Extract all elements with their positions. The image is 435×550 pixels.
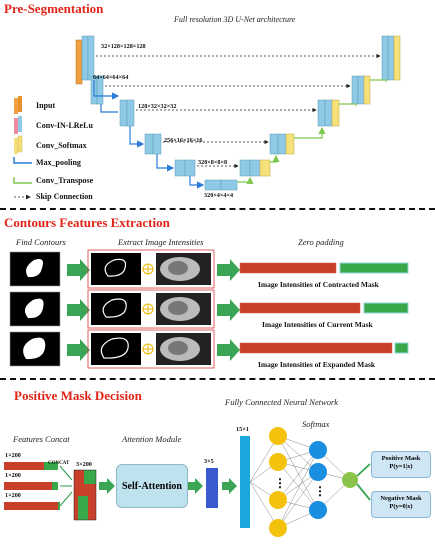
input-dim-1: 1×200 (5, 452, 21, 459)
level-4-dim: 256×16×16×16 (164, 137, 203, 144)
concat-block (74, 470, 96, 520)
section-divider-1 (0, 208, 435, 210)
fc-column (240, 436, 250, 528)
encoder-level-5 (175, 160, 195, 176)
step-zero-padding: Zero padding (298, 237, 344, 247)
level-2-dim: 64×64×64×64 (93, 74, 129, 81)
self-attention-block: Self-Attention (116, 464, 188, 508)
decoder-level-3 (318, 100, 339, 126)
blue-ellipsis: ⋮ (314, 484, 326, 498)
yellow-ellipsis: ⋮ (274, 476, 286, 490)
legend-conv-transpose: Conv_Transpose (36, 176, 94, 185)
negative-mask-label: Negative Mask (380, 495, 422, 502)
positive-mask-prob: P(y=1|x) (389, 463, 413, 470)
softmax-title: Softmax (302, 419, 330, 429)
legend-swatches (14, 96, 32, 197)
attention-module-title: Attention Module (122, 434, 182, 444)
features-concat-title: Features Concat (13, 434, 70, 444)
step-find-contours: Find Contours (16, 237, 66, 247)
output-arrows (357, 464, 370, 500)
encoder-level-4 (145, 134, 161, 154)
mask-decision-title: Positive Mask Decision (14, 388, 142, 403)
contours-diagram (0, 246, 435, 376)
concat-label: CONCAT (48, 461, 70, 466)
input-dim-2: 1×200 (5, 472, 21, 479)
level-5-dim: 320×8×8×8 (198, 159, 228, 166)
decoder-level-1 (382, 36, 400, 80)
section-divider-2 (0, 378, 435, 380)
level-1-dim: 32×128×128×128 (101, 43, 146, 50)
input-feature-bars (4, 462, 60, 510)
level-3-dim: 128×32×32×32 (138, 103, 177, 110)
decoder-level-5 (240, 160, 270, 176)
step-extract-intensities: Extract Image Intensities (118, 237, 204, 247)
concat-arrows (60, 466, 72, 506)
concat-dim: 3×200 (76, 461, 92, 468)
unet-diagram (0, 0, 435, 200)
legend-skip-connection: Skip Connection (36, 192, 93, 201)
positive-mask-label: Positive Mask (381, 455, 421, 462)
input-dim-3: 1×200 (5, 492, 21, 499)
unet-subtitle: Full resolution 3D U-Net architecture (174, 15, 296, 24)
bottleneck (205, 180, 237, 190)
fc-dim: 15×1 (236, 426, 249, 433)
attention-dim: 3×5 (204, 458, 214, 465)
positive-mask-output (371, 451, 431, 478)
legend-conv-in-lrelu: Conv-IN-LReLu (36, 121, 93, 130)
decoder-level-2 (352, 76, 370, 104)
legend-max-pooling: Max_pooling (36, 158, 81, 167)
legend-conv-softmax: Conv_Softmax (36, 141, 87, 150)
bar-label-contracted: Image Intensities of Contracted Mask (258, 280, 379, 289)
bar-label-current: Image Intensities of Current Mask (262, 320, 373, 329)
bottleneck-dim: 320×4×4×4 (204, 192, 234, 199)
fcnn-title: Fully Connected Neural Network (225, 397, 339, 407)
pre-segmentation-title: Pre-Segmentation (4, 1, 104, 16)
attention-output (206, 468, 218, 508)
decoder-level-4 (270, 134, 294, 154)
negative-mask-output (371, 491, 431, 518)
blue-nodes (309, 441, 327, 519)
negative-mask-prob: P(y=0|x) (389, 503, 413, 510)
bar-label-expanded: Image Intensities of Expanded Mask (258, 360, 376, 369)
softmax-node (342, 472, 358, 488)
contours-title: Contours Features Extraction (4, 215, 170, 230)
encoder-level-3 (120, 100, 134, 126)
mask-decision-diagram (0, 400, 435, 550)
legend-input: Input (36, 101, 56, 110)
network-connections (250, 436, 350, 528)
